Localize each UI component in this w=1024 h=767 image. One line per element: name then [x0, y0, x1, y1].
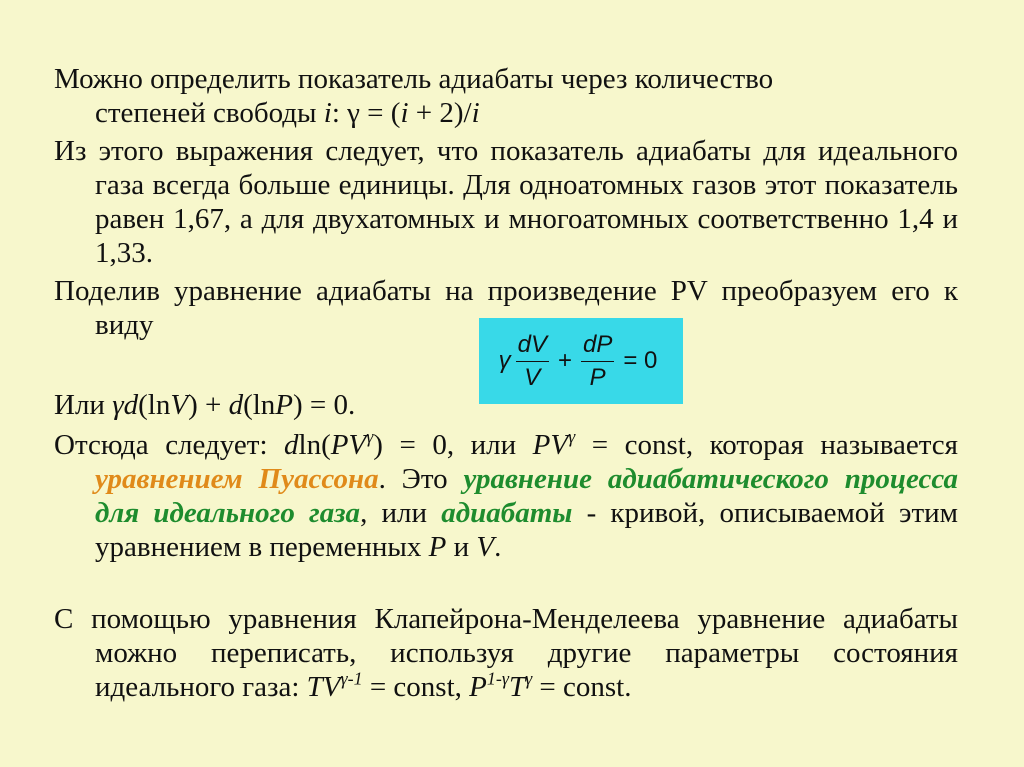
var-pv: PV — [330, 429, 367, 461]
exponent: γ — [525, 668, 533, 689]
paragraph-clapeyron — [54, 602, 958, 704]
paragraph-gas-values — [54, 134, 958, 270]
var-i: i — [323, 97, 332, 129]
paragraph-log-form — [54, 388, 958, 422]
plus-sign: + — [557, 347, 572, 374]
exponent-gamma: γ — [366, 426, 374, 447]
paragraph-line1: Можно определить показатель адиабаты через количество — [54, 63, 774, 95]
exponent: γ-1 — [340, 668, 363, 689]
numerator: dV — [516, 331, 549, 362]
formula-text: ) = 0. — [293, 389, 356, 421]
paragraph-adiabatic-index — [54, 62, 958, 130]
exponent-gamma: γ — [568, 426, 576, 447]
paragraph-text: . Это — [378, 463, 464, 495]
var-t: T — [508, 671, 526, 703]
paragraph-text: Из этого выражения следует, что показатель адиабаты для идеального газа всегда больше единицы. Для одноатомных газов этот показатель равен 1,67, а для двухатомных и многоатомных соответственно 1,4 и 1,33. — [54, 135, 958, 269]
var-d: d — [284, 429, 299, 461]
highlight-adiabatic-process: уравнение адиабатического процесса для идеального газа — [95, 463, 959, 529]
formula-text: + 2)/ — [408, 97, 472, 129]
fraction-dv-v — [516, 331, 549, 392]
numerator: dP — [581, 331, 614, 362]
paragraph-poisson — [54, 428, 958, 564]
var-d: d — [228, 389, 244, 421]
var-v: V — [170, 389, 189, 421]
paragraph-text: . — [494, 531, 502, 563]
paragraph-text: и — [446, 531, 477, 563]
var-pv: PV — [532, 429, 569, 461]
highlight-adiabat: адиабаты — [441, 497, 573, 529]
paragraph-text: = const, которая называется — [575, 429, 958, 461]
exponent: 1-γ — [486, 668, 509, 689]
formula-text: ) + — [188, 389, 229, 421]
var-i: i — [400, 97, 409, 129]
denominator: V — [524, 363, 541, 391]
var-i: i — [471, 97, 480, 129]
paragraph-text: Отсюда следует: — [54, 429, 285, 461]
gamma-symbol: γ — [498, 347, 511, 374]
paragraph-text: ) = 0, или — [373, 429, 533, 461]
var-p: P — [275, 389, 294, 421]
highlight-poisson-equation: уравнением Пуассона — [95, 463, 379, 495]
formula-text: (ln — [243, 389, 276, 421]
fraction-dp-p — [581, 331, 614, 392]
var-tv: TV — [306, 671, 341, 703]
formula-text: γd — [112, 389, 139, 421]
var-p: P — [469, 671, 487, 703]
paragraph-text: - кривой, описываемой этим уравнением в переменных — [95, 497, 958, 563]
denominator: P — [589, 363, 606, 391]
var-v: V — [476, 531, 495, 563]
equals-zero: = 0 — [623, 347, 658, 374]
paragraph-text: = const, — [362, 671, 470, 703]
var-p: P — [428, 531, 447, 563]
formula-text: ln( — [298, 429, 331, 461]
paragraph-text: С помощью уравнения Клапейрона-Менделеева уравнение адиабаты можно переписать, используя другие параметры состояния идеального газа: — [54, 603, 958, 703]
paragraph-text: степеней свободы — [95, 97, 324, 129]
paragraph-text: Поделив уравнение адиабаты на произведение PV преобразуем его к виду — [54, 275, 958, 341]
paragraph-text: , или — [360, 497, 442, 529]
formula-text: (ln — [138, 389, 171, 421]
formula-text: : γ = ( — [331, 97, 401, 129]
paragraph-text: = const. — [532, 671, 632, 703]
paragraph-text: Или — [54, 389, 113, 421]
